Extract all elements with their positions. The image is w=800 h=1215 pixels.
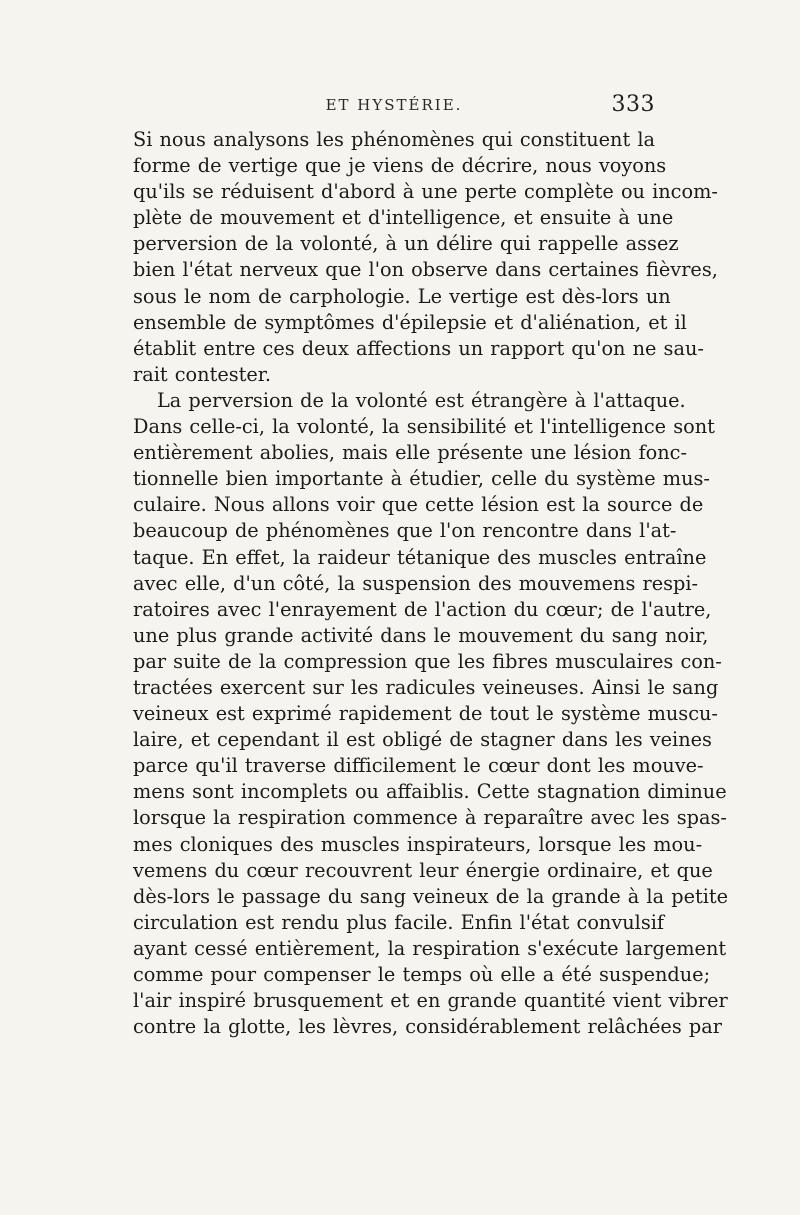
text-line: parce qu'il traverse difficilement le cœur dont les mouve- — [133, 754, 704, 778]
text-line: beaucoup de phénomènes que l'on rencontre dans l'at- — [133, 519, 677, 543]
text-line: entièrement abolies, mais elle présente une lésion fonc- — [133, 441, 687, 465]
text-line: lorsque la respiration commence à reparaître avec les spas- — [133, 806, 727, 830]
text-line: La perversion de la volonté est étrangère à l'attaque. — [157, 388, 686, 412]
text-line: Si nous analysons les phénomènes qui constituent la — [133, 128, 655, 151]
text-line: plète de mouvement et d'intelligence, et ensuite à une — [133, 206, 674, 230]
page-number: 333 — [611, 92, 655, 117]
text-line: établit entre ces deux affections un rapport qu'on ne sau- — [133, 336, 704, 360]
text-line: laire, et cependant il est obligé de stagner dans les veines — [133, 728, 712, 752]
text-line: rait contester. — [133, 362, 272, 386]
running-title: ET HYSTÉRIE. — [325, 96, 463, 114]
paragraph-1 — [133, 127, 718, 388]
body-text — [133, 127, 729, 1040]
text-line: sous le nom de carphologie. Le vertige est dès-lors un — [133, 284, 671, 308]
text-line: vemens du cœur recouvrent leur énergie ordinaire, et que — [133, 858, 713, 882]
text-line: comme pour compenser le temps où elle a été suspendue; — [133, 963, 711, 986]
text-line: tractées exercent sur les radicules veineuses. Ainsi le sang — [133, 675, 719, 699]
text-line: mens sont incomplets ou affaiblis. Cette stagnation diminue — [133, 780, 727, 804]
text-line: avec elle, d'un côté, la suspension des mouvemens respi- — [133, 571, 699, 595]
text-line: ensemble de symptômes d'épilepsie et d'aliénation, et il — [133, 310, 687, 334]
text-line: par suite de la compression que les fibres musculaires con- — [133, 649, 722, 673]
text-line: ratoires avec l'enrayement de l'action du cœur; de l'autre, — [133, 597, 712, 621]
text-line: culaire. Nous allons voir que cette lésion est la source de — [133, 493, 704, 517]
text-line: ayant cessé entièrement, la respiration s'exécute largement — [133, 936, 727, 960]
text-line: bien l'état nerveux que l'on observe dans certaines fièvres, — [133, 258, 718, 282]
text-line: taque. En effet, la raideur tétanique des muscles entraîne — [133, 545, 707, 569]
text-line: perversion de la volonté, à un délire qui rappelle assez — [133, 232, 679, 256]
text-line: Dans celle-ci, la volonté, la sensibilité et l'intelligence sont — [133, 415, 715, 439]
text-line: dès-lors le passage du sang veineux de la grande à la petite — [133, 884, 729, 908]
text-line: forme de vertige que je viens de décrire, nous voyons — [133, 154, 667, 178]
text-line: circulation est rendu plus facile. Enfin l'état convulsif — [133, 910, 665, 934]
text-line: mes cloniques des muscles inspirateurs, lorsque les mou- — [133, 832, 703, 856]
text-line: qu'ils se réduisent d'abord à une perte complète ou incom- — [133, 180, 718, 204]
text-line: une plus grande activité dans le mouvement du sang noir, — [133, 623, 709, 647]
text-line: veineux est exprimé rapidement de tout le système muscu- — [133, 702, 718, 726]
running-head — [133, 92, 655, 126]
text-line: contre la glotte, les lèvres, considérablement relâchées par — [133, 1015, 722, 1039]
text-line: l'air inspiré brusquement et en grande quantité vient vibrer — [133, 989, 728, 1013]
text-line: tionnelle bien importante à étudier, celle du système mus- — [133, 467, 710, 491]
paragraph-2 — [133, 388, 729, 1040]
